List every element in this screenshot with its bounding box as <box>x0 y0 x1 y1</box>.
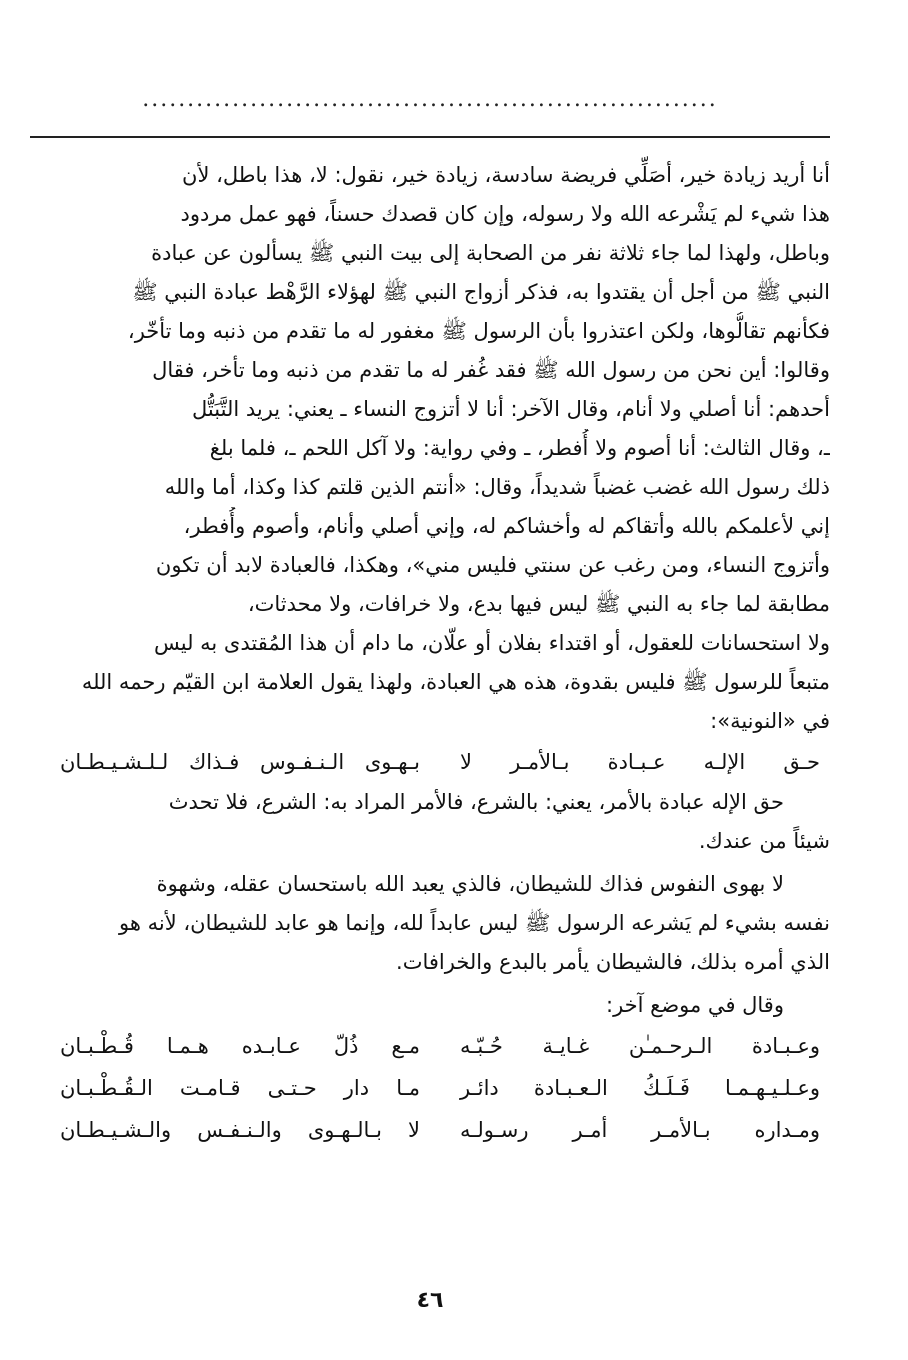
paragraph-4 <box>30 986 830 1025</box>
header-rule <box>30 136 830 138</box>
text-line: ولا استحسانات للعقول، أو اقتداء بفلان أو علّان، ما دام أن هذا المُقتدى به ليس <box>153 631 830 655</box>
poem-verse-1 <box>60 741 820 783</box>
text-line: وقالوا: أين نحن من رسول الله ﷺ فقد غُفر له ما تقدم من ذنبه وما تأخر، فقال <box>152 358 830 382</box>
verse-second-hemistich: بـهـوى الـنـفـوس فـذاك لـلـشـيـطـان <box>60 750 420 774</box>
text-line: مطابقة لما جاء به النبي ﷺ ليس فيها بدع، ولا خرافات، ولا محدثات، <box>247 592 830 616</box>
verse-second-hemistich: مـع ذُلّ عـابـده هـمـا قُـطْـبـان <box>60 1034 420 1058</box>
text-line: هذا شيء لم يَشْرعه الله ولا رسوله، وإن كان قصدك حسناً، فهو عمل مردود <box>180 202 830 226</box>
page-body <box>30 156 830 1151</box>
text-line: فكأنهم تقالُّوها، ولكن اعتذروا بأن الرسول ﷺ مغفور له ما تقدم من ذنبه وما تأخّر، <box>127 319 830 343</box>
text-line: وباطل، ولهذا لما جاء ثلاثة نفر من الصحابة إلى بيت النبي ﷺ يسألون عن عبادة <box>151 241 830 265</box>
verse-first-hemistich: ومـداره بـالأمـر أمـر رسـولـه <box>460 1118 820 1142</box>
text-line: حق الإله عبادة بالأمر، يعني: بالشرع، فالأمر المراد به: الشرع، فلا تحدث <box>168 790 784 814</box>
text-line: وأتزوج النساء، ومن رغب عن سنتي فليس مني»، وهكذا، فالعبادة لابد أن تكون <box>155 553 830 577</box>
text-line: أحدهم: أنا أصلي ولا أنام، وقال الآخر: أنا لا أتزوج النساء ـ يعني: يريد التَّبَتُّل <box>192 397 830 421</box>
page-number: ٤٦ <box>416 1288 444 1313</box>
paragraph-3 <box>30 865 830 982</box>
poem-verse-3 <box>60 1067 820 1109</box>
header-dotted-line: ................................................................ <box>142 88 718 112</box>
verse-second-hemistich: لا بـالـهـوى والـنـفـس والـشـيـطـان <box>60 1118 420 1142</box>
text-line: متبعاً للرسول ﷺ فليس بقدوة، هذه هي العبادة، ولهذا يقول العلامة ابن القيّم رحمه الله <box>81 670 830 694</box>
text-line: إني لأعلمكم بالله وأتقاكم له وأخشاكم له، وإني أصلي وأنام، وأصوم وأُفطر، <box>183 514 830 538</box>
text-line: أنا أريد زيادة خير، أصَلِّي فريضة سادسة، زيادة خير، نقول: لا، هذا باطل، لأن <box>182 163 830 187</box>
text-line: في «النونية»: <box>710 709 830 733</box>
verse-first-hemistich: وعـلـيـهـمـا فَـلَـكُ الـعـبـادة دائـر <box>460 1076 820 1100</box>
text-line: النبي ﷺ من أجل أن يقتدوا به، فذكر أزواج النبي ﷺ لهؤلاء الرَّهْط عبادة النبي ﷺ <box>132 280 830 304</box>
poem-verse-2 <box>60 1025 820 1067</box>
text-line: الذي أمره بذلك، فالشيطان يأمر بالبدع والخرافات. <box>396 950 830 974</box>
text-line: نفسه بشيء لم يَشرعه الرسول ﷺ ليس عابداً لله، وإنما هو عابد للشيطان، لأنه هو <box>119 911 830 935</box>
text-line: وقال في موضع آخر: <box>606 993 784 1017</box>
text-line: ـ، وقال الثالث: أنا أصوم ولا أُفطر، ـ وفي رواية: ولا آكل اللحم ـ، فلما بلغ <box>209 436 830 460</box>
paragraph-2 <box>30 783 830 861</box>
text-line: شيئاً من عندك. <box>698 829 830 853</box>
book-page <box>30 0 830 1360</box>
text-line: لا بهوى النفوس فذاك للشيطان، فالذي يعبد الله باستحسان عقله، وشهوة <box>156 872 784 896</box>
verse-first-hemistich: وعـبـادة الـرحـمـٰن غـايـة حُـبّـه <box>460 1034 820 1058</box>
verse-first-hemistich: حـق الإلـه عـبـادة بـالأمـر لا <box>460 750 820 774</box>
text-line: ذلك رسول الله غضب غضباً شديداً، وقال: «أنتم الذين قلتم كذا وكذا، أما والله <box>164 475 830 499</box>
verse-second-hemistich: مـا دار حـتـى قـامـت الـقُـطْـبـان <box>60 1076 420 1100</box>
paragraph-1 <box>30 156 830 741</box>
poem-verse-4 <box>60 1109 820 1151</box>
